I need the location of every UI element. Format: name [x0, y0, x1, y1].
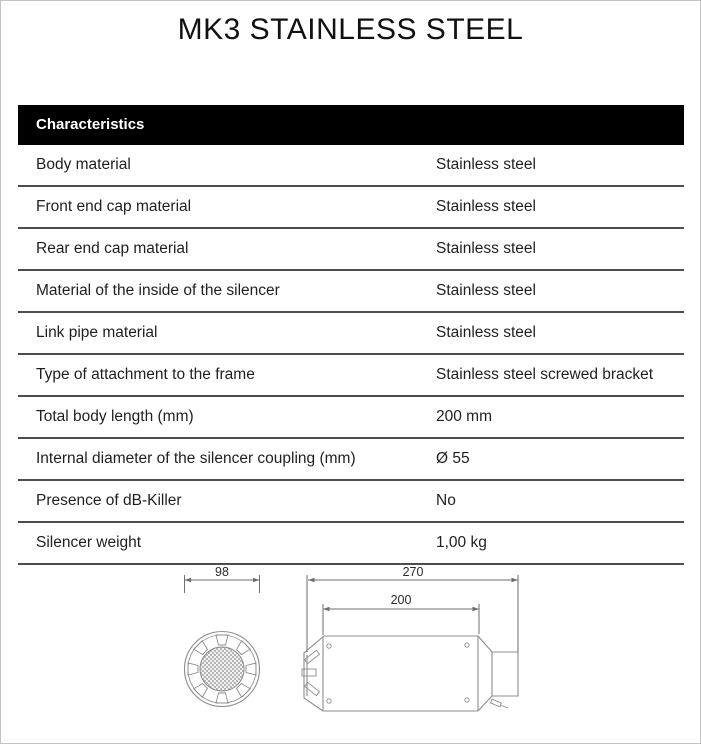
side-body-outline — [323, 636, 478, 711]
characteristics-table — [18, 105, 684, 565]
front-view — [185, 632, 260, 707]
row-value: 1,00 kg — [436, 534, 487, 551]
side-endcap-slots — [302, 650, 319, 695]
arrow-left-icon — [185, 578, 192, 582]
page-title: MK3 STAINLESS STEEL — [177, 13, 524, 46]
table-row — [18, 397, 684, 439]
side-bottom-screw — [491, 699, 508, 708]
arrow-right-icon — [253, 578, 260, 582]
row-label: Material of the inside of the silencer — [36, 282, 280, 299]
row-value: Ø 55 — [436, 450, 470, 467]
table-row — [18, 229, 684, 271]
arrow-right-icon — [512, 578, 519, 582]
row-value: Stainless steel screwed bracket — [436, 366, 654, 383]
row-label: Type of attachment to the frame — [36, 366, 255, 383]
table-row — [18, 187, 684, 229]
table-row — [18, 439, 684, 481]
row-value: Stainless steel — [436, 156, 536, 173]
dimension-body-length — [323, 593, 479, 635]
table-row — [18, 145, 684, 187]
front-mesh-circle — [200, 647, 244, 691]
side-outlet-cone — [478, 636, 492, 711]
dimension-front-diameter — [185, 565, 260, 593]
arrow-right-icon — [473, 607, 480, 611]
dimension-label: 270 — [402, 565, 424, 579]
arrow-left-icon — [308, 578, 315, 582]
row-label: Rear end cap material — [36, 240, 189, 257]
table-row — [18, 481, 684, 523]
row-label: Presence of dB-Killer — [36, 492, 182, 509]
row-value: Stainless steel — [436, 240, 536, 257]
row-label: Front end cap material — [36, 198, 192, 215]
row-value: No — [436, 492, 456, 509]
technical-drawing — [1, 553, 701, 745]
table-header: Characteristics — [18, 105, 684, 145]
row-label: Body material — [36, 156, 131, 173]
side-view — [302, 636, 518, 711]
table-row — [18, 313, 684, 355]
side-rivets — [327, 643, 469, 703]
row-value: Stainless steel — [436, 324, 536, 341]
dimension-label: 200 — [390, 593, 412, 607]
row-value: 200 mm — [436, 408, 492, 425]
row-value: Stainless steel — [436, 282, 536, 299]
row-label: Total body length (mm) — [36, 408, 194, 425]
side-outlet-pipe — [492, 652, 518, 696]
row-label: Silencer weight — [36, 534, 142, 551]
dimension-label: 98 — [215, 565, 229, 579]
row-value: Stainless steel — [436, 198, 536, 215]
table-row — [18, 355, 684, 397]
table-row — [18, 271, 684, 313]
row-label: Link pipe material — [36, 324, 158, 341]
row-label: Internal diameter of the silencer coupling (mm) — [36, 450, 356, 467]
arrow-left-icon — [323, 607, 330, 611]
